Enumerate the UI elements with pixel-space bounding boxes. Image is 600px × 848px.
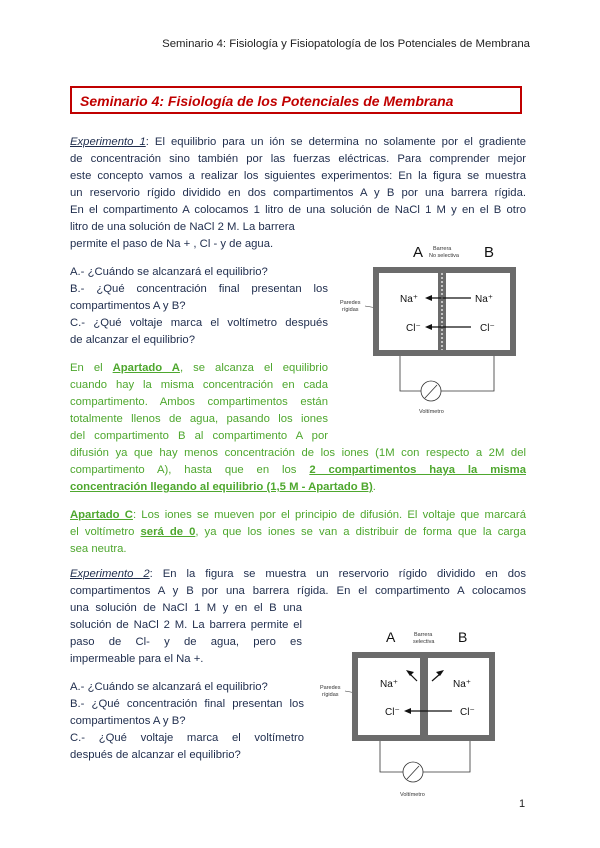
apartado-c-label: Apartado C (70, 509, 133, 521)
exp1-question-c-cont: de alcanzar el equilibrio? (70, 334, 195, 346)
exp1-question-c: C.- ¿Qué voltaje marca el voltímetro después (70, 317, 328, 329)
exp1-answer-c-line-3: sea neutra. (70, 543, 127, 555)
exp2-question-b-cont: compartimentos A y B? (70, 715, 186, 727)
figure-experiment-1 (333, 238, 523, 428)
fig2-voltmeter-label: Voltímetro (400, 792, 425, 798)
fig1-label-a: A (413, 244, 424, 261)
exp2-line-1: Experimento 2: En la figura se muestra un reservorio rígido dividido en dos (70, 568, 526, 580)
exp1-line-7: permite el paso de Na + , Cl - y de agua. (70, 238, 274, 250)
exp1-line-2: de concentración sino también por las fuerzas eléctricas. Para comprender mejor (70, 153, 526, 165)
fig1-barrier-label-1: Barrera (433, 246, 452, 252)
fig1-barrier-label-2: No selectiva (429, 253, 459, 259)
exp1-answer-line-4: totalmente llenos de agua, pasando los iones (70, 413, 328, 425)
fig2-cl-b: Cl⁻ (460, 707, 475, 718)
exp2-question-c: C.- ¿Qué voltaje marca el voltímetro (70, 732, 304, 744)
exp1-line-3: este concepto vamos a realizar los siguientes experimentos: En la figura se muestra (70, 170, 526, 182)
title-box (70, 86, 522, 114)
exp1-answer-line-5: del compartimento B al compartimento A por (70, 430, 328, 442)
fig2-cl-a: Cl⁻ (385, 707, 400, 718)
fig2-walls-label-1: Paredes (320, 685, 341, 691)
exp2-line-3: una solución de NaCl 1 M y en el B una (70, 602, 302, 614)
exp1-answer-line-6: difusión ya que hay menos concentración de los iones (1M con respecto a 2M del (70, 447, 526, 459)
exp2-line-6: impermeable para el Na +. (70, 653, 204, 665)
exp1-label: Experimento 1 (70, 136, 146, 148)
exp1-answer-line-7: compartimento A), hasta que en los 2 compartimentos haya la misma (70, 464, 526, 476)
exp2-line-5: paso de Cl- y de agua, pero es (70, 636, 302, 648)
fig2-na-a: Na⁺ (380, 679, 399, 690)
fig1-na-b: Na⁺ (475, 294, 494, 305)
exp1-answer-c-line-2: el voltímetro será de 0, ya que los iones se van a distribuir de forma que la carga (70, 526, 526, 538)
fig1-label-b: B (484, 244, 495, 261)
exp1-line-1: Experimento 1: El equilibrio para un ión se determina no solamente por el gradiente (70, 136, 526, 148)
exp2-line-2: compartimentos A y B por una barrera rígida. En el compartimento A colocamos (70, 585, 526, 597)
exp1-answer-line-2: cuando hay la misma concentración en cada (70, 379, 328, 391)
fig1-cl-a: Cl⁻ (406, 323, 421, 334)
fig1-cl-b: Cl⁻ (480, 323, 495, 334)
figure-experiment-2 (318, 626, 514, 806)
fig1-voltmeter-label: Voltímetro (419, 409, 444, 415)
fig1-walls-label-2: rígidas (342, 307, 359, 313)
fig2-barrier (420, 658, 428, 735)
exp1-line-5: En el compartimento A colocamos 1 litro de una solución de NaCl 1 M y en el B otro (70, 204, 526, 216)
exp2-question-c-cont: después de alcanzar el equilibrio? (70, 749, 241, 761)
exp2-question-b: B.- ¿Qué concentración final presentan los (70, 698, 304, 710)
fig2-na-b: Na⁺ (453, 679, 472, 690)
exp1-answer-line-1: En el Apartado A, se alcanza el equilibrio (70, 362, 328, 374)
fig1-na-a: Na⁺ (400, 294, 419, 305)
fig2-barrier-label-1: Barrera (414, 632, 433, 638)
exp2-line-4: solución de NaCl 2 M. La barrera permite el (70, 619, 302, 631)
exp1-question-b-cont: compartimentos A y B? (70, 300, 186, 312)
fig2-barrier-label-2: selectiva (413, 639, 435, 645)
exp1-question-a: A.- ¿Cuándo se alcanzará el equilibrio? (70, 266, 268, 278)
fig2-label-a: A (386, 629, 396, 645)
running-header: Seminario 4: Fisiología y Fisiopatología de los Potenciales de Membrana (162, 38, 530, 50)
exp2-question-a: A.- ¿Cuándo se alcanzará el equilibrio? (70, 681, 268, 693)
apartado-a-link: Apartado A (112, 362, 180, 374)
exp1-answer-line-8: concentración llegando al equilibrio (1,5 M - Apartado B). (70, 481, 376, 493)
fig1-walls-label-1: Paredes (340, 300, 361, 306)
exp1-line-4: un reservorio rígido dividido en dos compartimentos A y B por una barrera rígida. (70, 187, 526, 199)
fig2-walls-label-2: rígidas (322, 692, 339, 698)
exp1-question-b: B.- ¿Qué concentración final presentan los (70, 283, 328, 295)
page-number: 1 (519, 798, 526, 810)
exp2-label: Experimento 2 (70, 568, 150, 580)
exp1-line-6: litro de una solución de NaCl 2 M. La barrera (70, 221, 295, 233)
exp1-answer-c-line-1: Apartado C: Los iones se mueven por el principio de difusión. El voltaje que marcará (70, 509, 526, 521)
page-title: Seminario 4: Fisiología de los Potenciales de Membrana (80, 93, 454, 109)
exp1-answer-line-3: compartimento. Ambos compartimentos están (70, 396, 328, 408)
fig2-label-b: B (458, 629, 468, 645)
